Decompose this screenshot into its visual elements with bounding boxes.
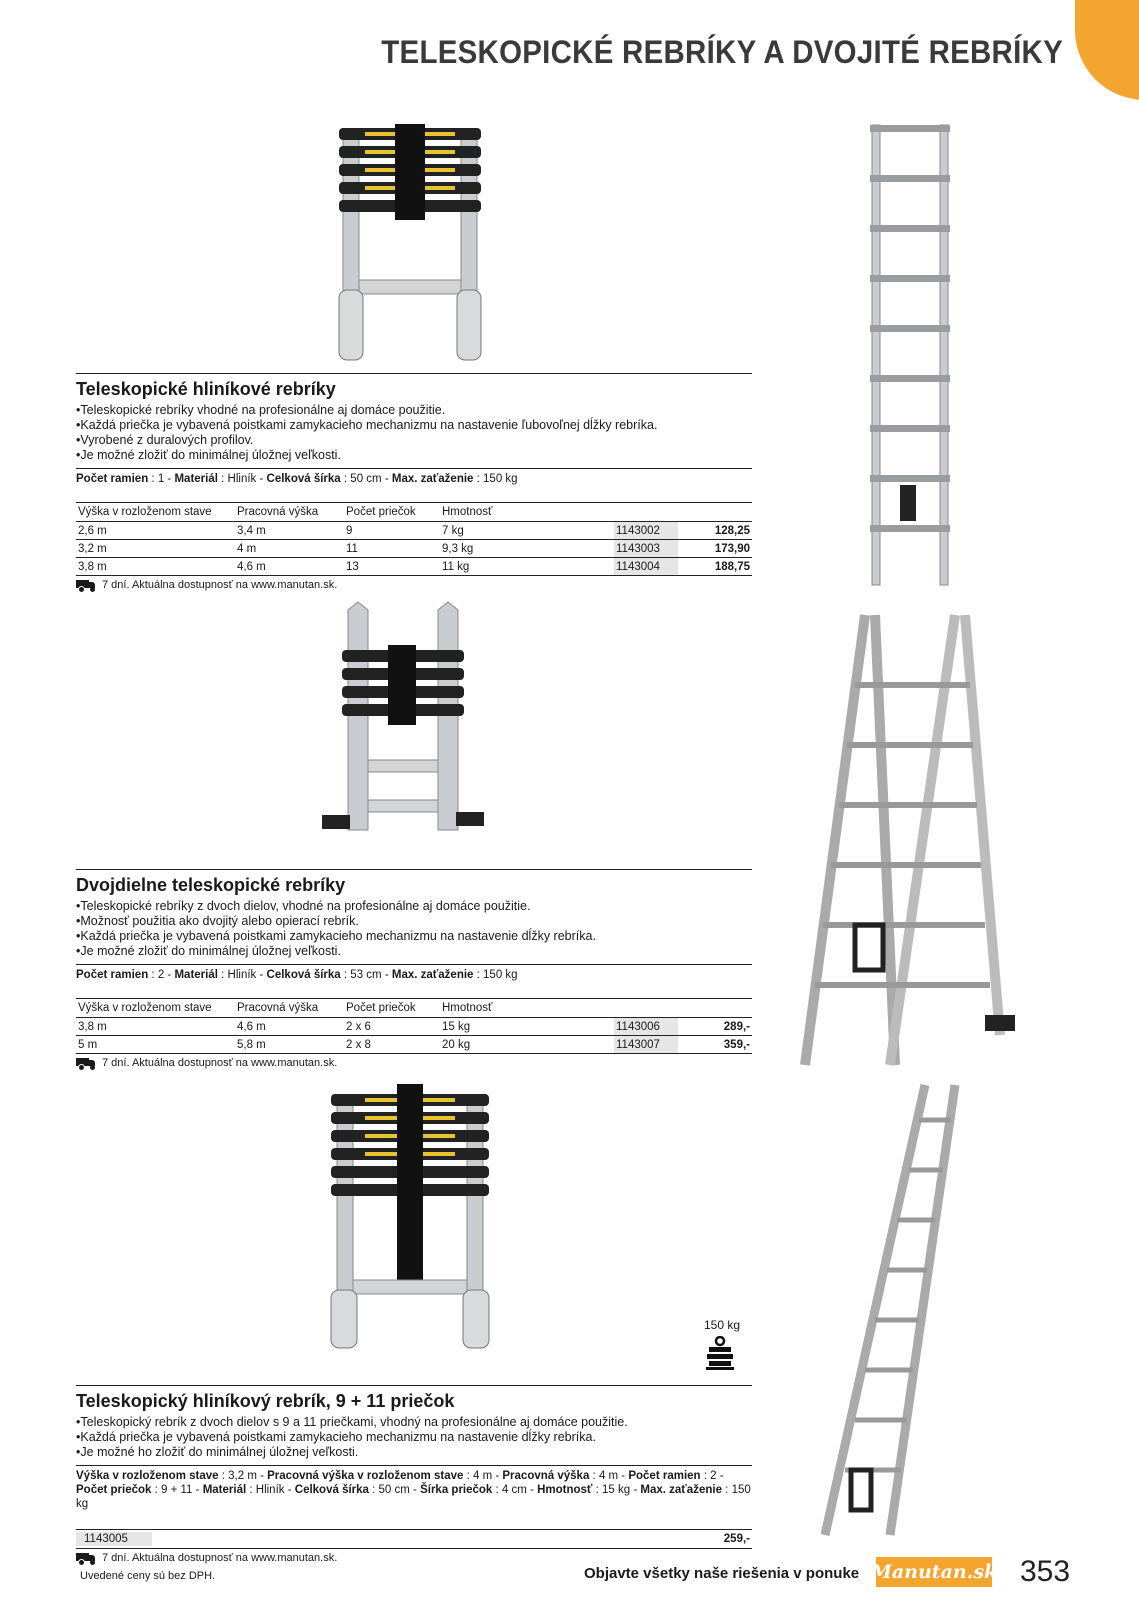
truck-icon — [76, 1553, 96, 1563]
weight-icon — [706, 1336, 734, 1370]
page-title: TELESKOPICKÉ REBRÍKY A DVOJITÉ REBRÍKY — [381, 34, 1063, 70]
table-header-row: Výška v rozloženom stave Pracovná výška Počet priečok Hmotnosť — [76, 999, 752, 1018]
table-row[interactable]: 5 m 5,8 m 2 x 8 20 kg 1143007 359,- — [76, 1036, 752, 1054]
table-header-row: Výška v rozloženom stave Pracovná výška Počet priečok Hmotnosť — [76, 503, 752, 522]
feature-item: • Každá priečka je vybavená poistkami zamykacieho mechanizmu na nastavenie dĺžky rebríka. — [76, 929, 752, 944]
table-row[interactable]: 3,2 m 4 m 11 9,3 kg 1143003 173,90 — [76, 540, 752, 558]
extended-double-ladder-image — [795, 605, 1035, 1075]
load-capacity-label: 150 kg — [704, 1318, 741, 1332]
product-code[interactable]: 1143002 — [614, 522, 678, 540]
truck-icon — [76, 1058, 96, 1068]
feature-list — [76, 1415, 752, 1460]
truck-icon — [76, 580, 96, 590]
product-code[interactable]: 1143007 — [614, 1036, 678, 1054]
feature-item: • Vyrobené z duralových profilov. — [76, 433, 752, 448]
price-note: Uvedené ceny sú bez DPH. — [80, 1570, 216, 1582]
table-row[interactable] — [76, 1529, 752, 1549]
extended-ladder-image-1 — [860, 120, 960, 590]
feature-list — [76, 899, 752, 959]
feature-item: • Každá priečka je vybavená poistkami zamykacieho mechanizmu na nastavenie dĺžky rebríka. — [76, 1430, 752, 1445]
product-price: 173,90 — [678, 540, 752, 558]
product-price: 259,- — [723, 1533, 750, 1545]
folded-double-ladder-image — [318, 600, 488, 840]
section-title: Teleskopický hliníkový rebrík, 9 + 11 priečok — [76, 1385, 752, 1412]
product-table — [76, 998, 752, 1054]
delivery-info: 7 dní. Aktuálna dostupnosť na www.manutan.sk. — [76, 579, 752, 591]
table-row[interactable]: 2,6 m 3,4 m 9 7 kg 1143002 128,25 — [76, 522, 752, 540]
spec-line: Počet ramien : 2 - Materiál : Hliník - Celková šírka : 53 cm - Max. zaťaženie : 150 kg — [76, 964, 752, 986]
page-number: 353 — [1020, 1555, 1071, 1588]
feature-item: • Je možné zložiť do minimálnej úložnej veľkosti. — [76, 944, 752, 959]
product-price: 359,- — [678, 1036, 752, 1054]
feature-item: • Možnosť použitia ako dvojitý alebo opierací rebrík. — [76, 914, 752, 929]
product-price: 188,75 — [678, 558, 752, 576]
feature-item: • Teleskopický rebrík z dvoch dielov s 9 a 11 priečkami, vhodný na profesionálne aj domáce použitie. — [76, 1415, 752, 1430]
spec-line: Výška v rozloženom stave : 3,2 m - Pracovná výška v rozloženom stave : 4 m - Pracovná výška : 4 m - Počet ramien : 2 - Počet priečok : 9 + 11 - Materiál : Hliník - Celková šírka : 50 cm - Šírka priečok : 4 cm - Hmotnosť : 15 kg - Max. zaťaženie : 150 kg — [76, 1465, 752, 1515]
table-row[interactable]: 3,8 m 4,6 m 13 11 kg 1143004 188,75 — [76, 558, 752, 576]
folded-ladder-image-1 — [335, 120, 485, 365]
product-price: 128,25 — [678, 522, 752, 540]
delivery-info: 7 dní. Aktuálna dostupnosť na www.manutan.sk. — [76, 1057, 752, 1069]
feature-item: • Je možné zložiť do minimálnej úložnej veľkosti. — [76, 448, 752, 463]
folded-ladder-image-3 — [325, 1080, 495, 1350]
footer-cta: Objavte všetky naše riešenia v ponuke — [584, 1565, 860, 1582]
delivery-info: 7 dní. Aktuálna dostupnosť na www.manutan.sk. — [76, 1552, 752, 1564]
section-ladder-9-11 — [76, 1385, 752, 1564]
product-code[interactable]: 1143005 — [76, 1532, 152, 1546]
feature-item: • Teleskopické rebríky vhodné na profesionálne aj domáce použitie. — [76, 403, 752, 418]
feature-list — [76, 403, 752, 463]
manutan-logo[interactable]: Manutan.sk — [876, 1557, 992, 1587]
product-code[interactable]: 1143004 — [614, 558, 678, 576]
feature-item: • Teleskopické rebríky z dvoch dielov, vhodné na profesionálne aj domáce použitie. — [76, 899, 752, 914]
product-price: 289,- — [678, 1018, 752, 1036]
spec-line: Počet ramien : 1 - Materiál : Hliník - Celková šírka : 50 cm - Max. zaťaženie : 150 kg — [76, 468, 752, 490]
feature-item: • Je možné ho zložiť do minimálnej úložnej veľkosti. — [76, 1445, 752, 1460]
table-row[interactable]: 3,8 m 4,6 m 2 x 6 15 kg 1143006 289,- — [76, 1018, 752, 1036]
corner-accent — [1075, 0, 1139, 100]
section-title: Dvojdielne teleskopické rebríky — [76, 869, 752, 896]
product-table — [76, 502, 752, 576]
product-code[interactable]: 1143006 — [614, 1018, 678, 1036]
section-title: Teleskopické hliníkové rebríky — [76, 373, 752, 400]
extended-ladder-image-3 — [815, 1080, 965, 1540]
section-telescopic-ladders — [76, 373, 752, 591]
feature-item: • Každá priečka je vybavená poistkami zamykacieho mechanizmu na nastavenie ľubovoľnej dĺžky rebríka. — [76, 418, 752, 433]
product-code[interactable]: 1143003 — [614, 540, 678, 558]
section-double-telescopic-ladders — [76, 869, 752, 1069]
